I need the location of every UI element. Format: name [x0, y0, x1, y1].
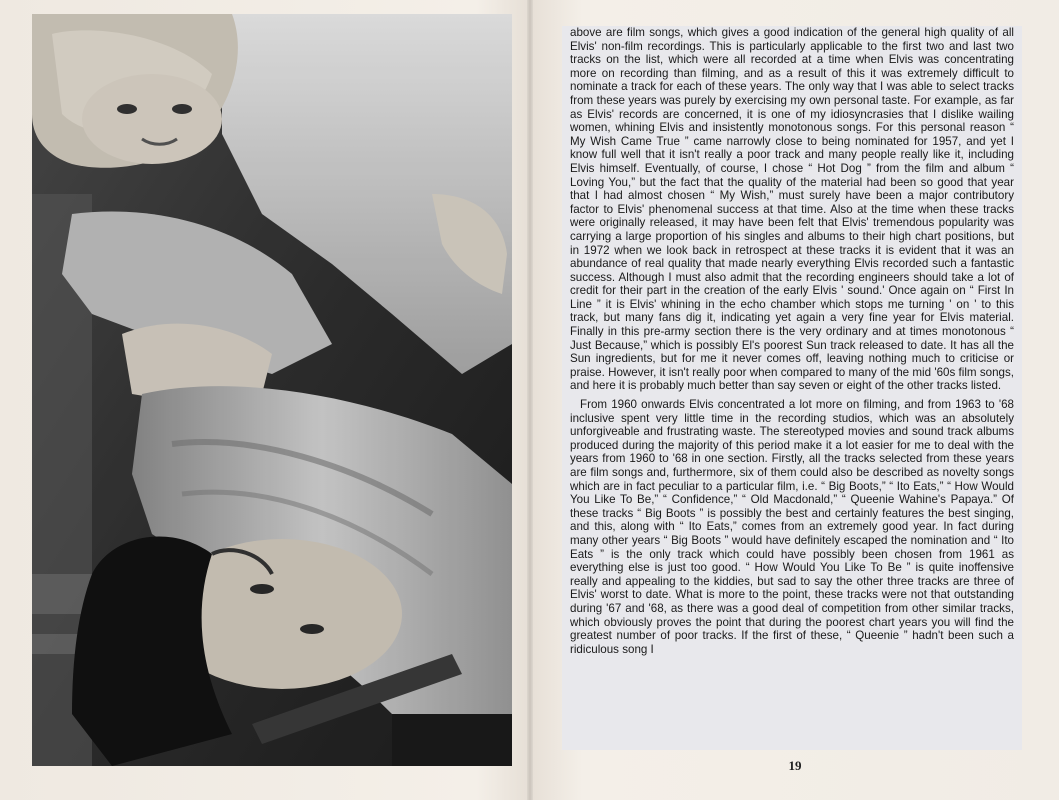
article-paragraph-2: From 1960 onwards Elvis concentrated a lot more on filming, and from 1963 to '68 inclusive spent very little time in the recording studios, which was an absolutely unforgiveable and frustrating waste. The stereotyped movies and sound track albums produced during the majority of this period make it a lot easier for me to deal with the years from 1960 to '68 in one section. Firstly, all the tracks selected from these years are film songs and, furthermore, six of them could also be described as novelty songs which are in fact peculiar to a particular film, i.e. “ Big Boots,” “ Ito Eats,” “ How Would You Like To Be,” “ Confidence,” “ Old Macdonald,” “ Queenie Wahine's Papaya.” Of these tracks “ Big Boots ” is possibly the best and certainly features the best singing, and this, along with “ Ito Eats,” comes from an extremely good year. In fact during many other years “ Big Boots ” would have definitely escaped the nomination and “ Ito Eats ” is the only track which could have possibly been chosen from 1961 as everything else is just too good. “ How Would You Like To Be ” is quite inoffensive really and appealing to the kiddies, but sad to say the other three tracks are three of Elvis' worst to date. What is more to the point, these tracks were not that outstanding during '67 and '68, as there was a good deal of competition from other similar tracks, which obviously proves the point that during the poorest chart years you will find the greatest number of poor tracks. If the first of these, “ Queenie ” hadn't been such a ridiculous song I — [570, 398, 1014, 656]
black-and-white-photo — [32, 14, 512, 766]
photo-illustration — [32, 14, 512, 766]
article-paragraph-1: above are film songs, which gives a good indication of the general high quality of all Elvis' non-film recordings. This is particularly applicable to the first two and last two tracks on the list, which were all recorded at a time when Elvis was concentrating more on recording than filming, and as a result of this it was extremely difficult to nominate a track for each of these years. The only way that I was able to select tracks from these years was purely by exercising my own personal taste. For example, as far as Elvis' records are concerned, it is one of my idiosyncrasies that I dislike wailing women, whining Elvis and insistently monotonous songs. For this personal reason “ My Wish Came True ” came narrowly close to being nominated for 1957, and yet I know full well that it isn't really a poor track and many people really like it, including Elvis himself. Eventually, of course, I chose “ Hot Dog ” from the film and album “ Loving You,” but the fact that the quality of the material had been so good that year that I had almost chosen “ My Wish,” must surely have been a major contributory factor to Elvis' phenomenal success at that time. Also at the time when these tracks were originally released, it may have been felt that Elvis' tremendous popularity was carrying a large proportion of his singles and albums to their high chart positions, but in 1972 when we look back in retrospect at these tracks it is evident that it was an abundance of real quality that made nearly everything Elvis recorded such a fantastic success. Although I must also admit that the recording engineers should take a lot of credit for their part in the creation of the early Elvis ' sound.' Once again on “ First In Line ” it is Elvis' whining in the echo chamber which stops me turning ' on ' to this track, but many fans dig it, indicating yet again a very fine year for Elvis material. Finally in this pre-army section there is the very ordinary and at times monotonous “ Just Because,” which is possibly El's poorest Sun track released to date. It has all the Sun ingredients, but for me it never comes off, leaving nothing much to criticise or praise. However, it isn't really poor when compared to many of the mid '60s film songs, and here it is probably much better than say seven or eight of the other tracks listed. — [570, 26, 1014, 393]
page-gutter — [527, 0, 533, 800]
page-number: 19 — [788, 758, 802, 773]
article-text-column — [562, 26, 1022, 750]
